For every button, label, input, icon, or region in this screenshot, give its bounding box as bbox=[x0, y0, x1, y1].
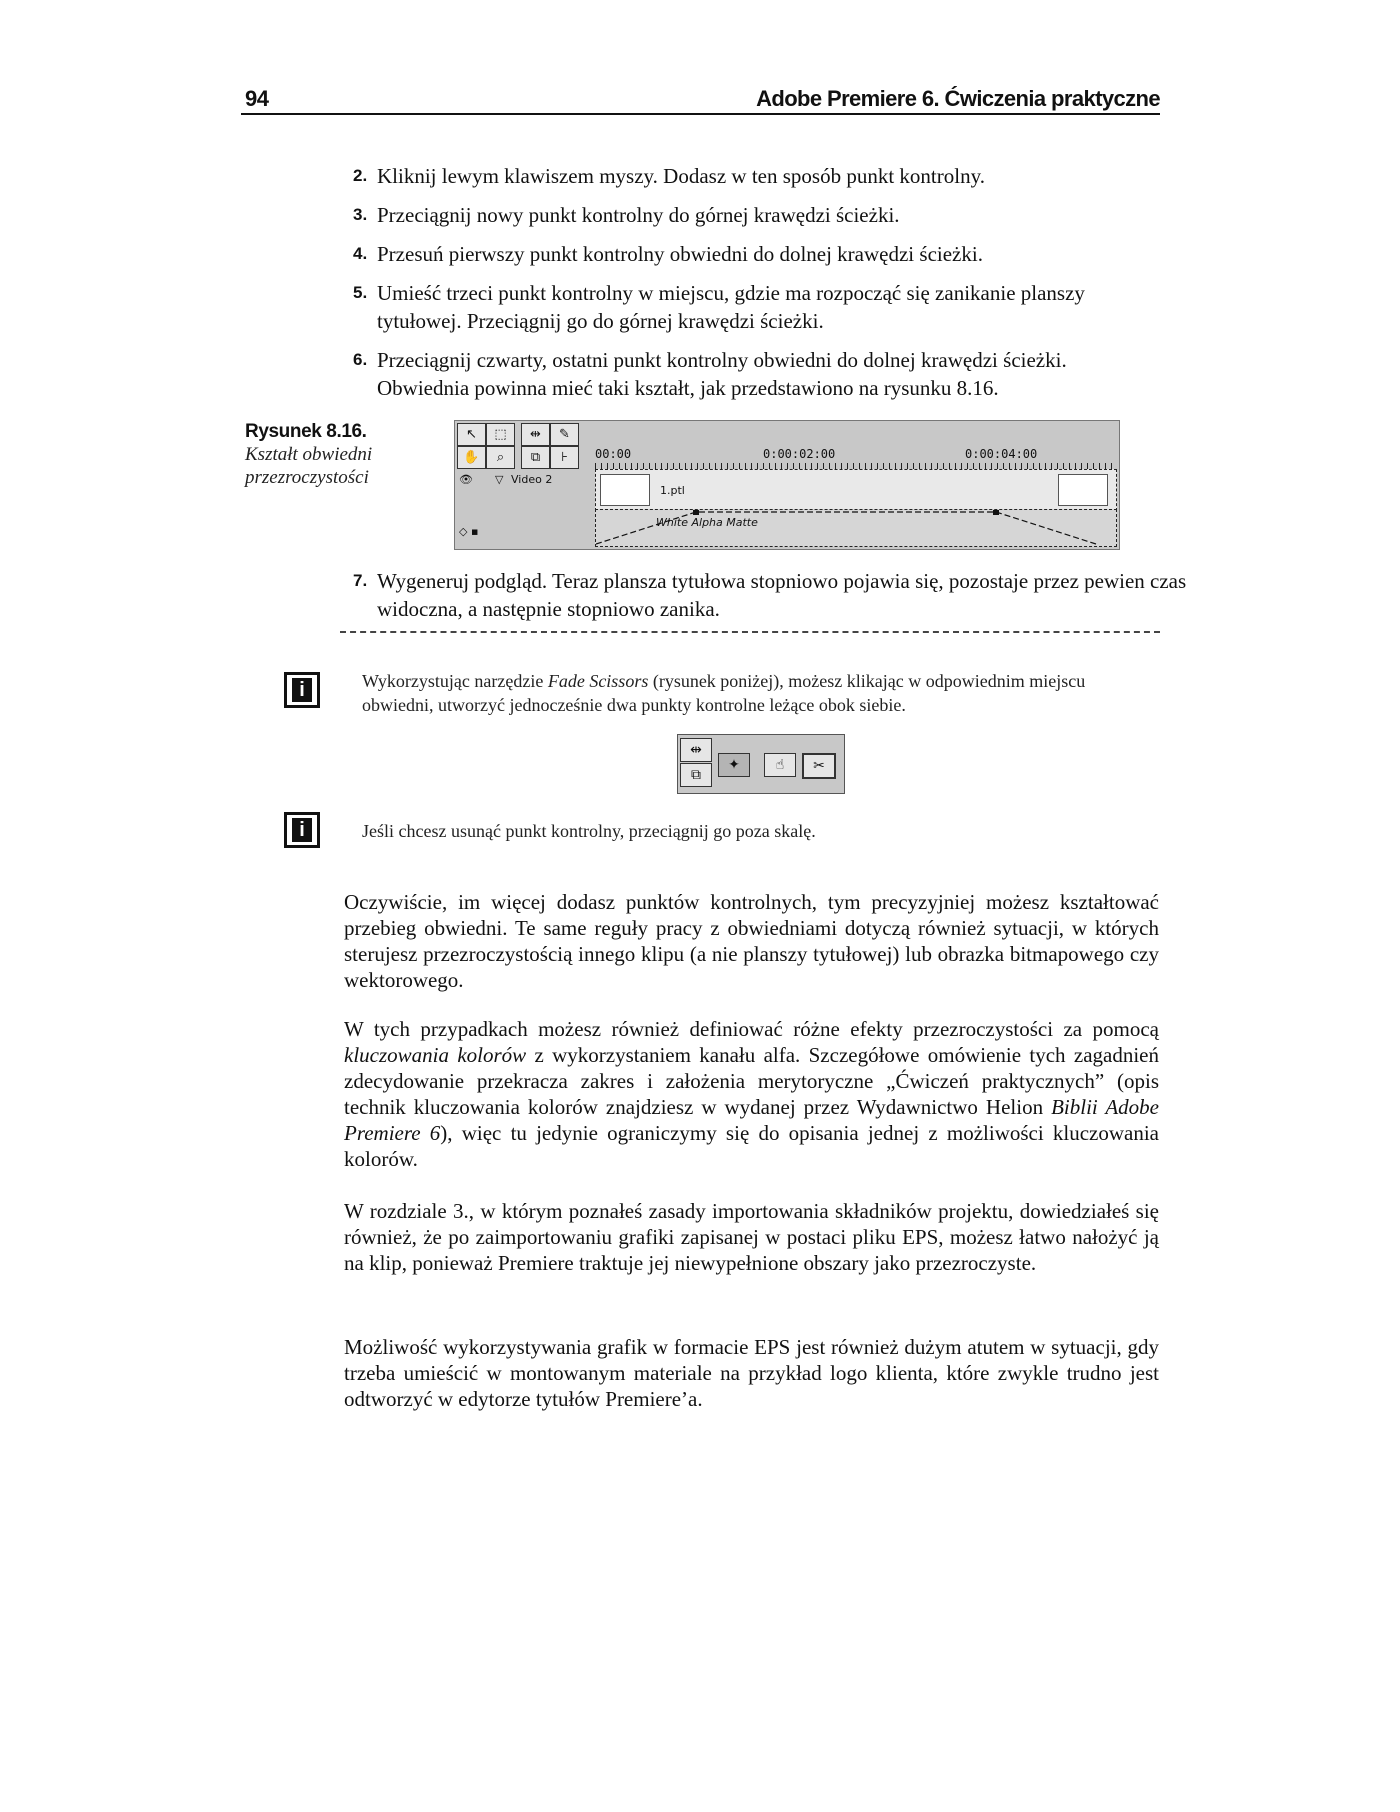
step-number: 6. bbox=[353, 350, 368, 369]
paragraph-text: ), więc tu jedynie ograniczymy się do opisania jednej z możliwości kluczowania kolorów. bbox=[344, 1121, 1160, 1171]
rolling-edit-icon[interactable]: ⇹ bbox=[680, 738, 712, 762]
track-name: Video 2 bbox=[511, 473, 553, 486]
step-text: Przesuń pierwszy punkt kontrolny obwiedni do dolnej krawędzi ścieżki. bbox=[377, 242, 983, 266]
zoom-tool-icon[interactable]: ⌕ bbox=[486, 446, 515, 469]
tool-name: Fade Scissors bbox=[547, 671, 649, 691]
paragraph-text: W tych przypadkach możesz również definiować różne efekty przezroczystości za pomocą bbox=[344, 1017, 1159, 1041]
step-text: Umieść trzeci punkt kontrolny w miejscu, gdzie ma rozpocząć się zanikanie planszy tytułowej. Przeciągnij go do górnej krawędzi ścieżki. bbox=[377, 281, 1085, 333]
page-number: 94 bbox=[245, 86, 269, 111]
pen-tool-icon[interactable]: ✦ bbox=[718, 753, 750, 777]
hand-tool-icon[interactable]: ✋ bbox=[457, 446, 486, 469]
timeline-screenshot bbox=[454, 420, 1120, 550]
note-text: Jeśli chcesz usunąć punkt kontrolny, przeciągnij go poza skalę. bbox=[362, 821, 816, 841]
paragraph bbox=[344, 1016, 1159, 1172]
eye-icon[interactable]: 👁 bbox=[459, 473, 473, 486]
header-rule bbox=[241, 113, 1160, 115]
step-5 bbox=[353, 279, 1163, 335]
note-text bbox=[362, 669, 1152, 717]
clip-thumbnail bbox=[1058, 474, 1108, 506]
step-number: 4. bbox=[353, 244, 368, 263]
fade-adjust-icon[interactable]: ☝ bbox=[764, 753, 796, 777]
razor-tool-icon[interactable]: ✎ bbox=[550, 423, 579, 446]
running-title: Adobe Premiere 6. Ćwiczenia praktyczne bbox=[756, 86, 1160, 111]
link-tool-icon[interactable]: ⧉ bbox=[521, 446, 550, 469]
info-icon: i bbox=[284, 672, 320, 708]
step-text: Przeciągnij czwarty, ostatni punkt kontrolny obwiedni do dolnej krawędzi ścieżki. Obwiednia powinna mieć taki kształt, jak przedstawiono na rysunku 8.16. bbox=[377, 348, 1067, 400]
figure-description: Kształt obwiedni przezroczystości bbox=[245, 444, 373, 488]
step-2 bbox=[353, 162, 1163, 190]
step-number: 3. bbox=[353, 205, 368, 224]
title-clip[interactable] bbox=[595, 469, 1117, 511]
step-6 bbox=[353, 346, 1163, 402]
clip-thumbnail bbox=[600, 474, 650, 506]
steps-list bbox=[353, 162, 1163, 413]
time-mark: 0:00:02:00 bbox=[763, 447, 836, 461]
step-number: 2. bbox=[353, 166, 368, 185]
clip-name: 1.ptl bbox=[660, 484, 685, 497]
link-tool-icon[interactable]: ⧉ bbox=[680, 763, 712, 787]
emphasis: kluczowania kolorów bbox=[344, 1043, 527, 1067]
book-title: Biblii Adobe Premiere 6 bbox=[344, 1095, 1160, 1145]
step-7 bbox=[353, 567, 1187, 623]
fade-scissors-screenshot bbox=[677, 734, 845, 794]
paragraph: Możliwość wykorzystywania grafik w formacie EPS jest również dużym atutem w sytuacji, gdy trzeba umieścić w montowanym materiale na przykład logo klienta, które zwykle trudno jest odtworzyć w edytorze tytułów Premiere’a. bbox=[344, 1335, 1159, 1411]
expand-triangle-icon[interactable]: ▽ bbox=[495, 473, 504, 486]
step-text: Przeciągnij nowy punkt kontrolny do górnej krawędzi ścieżki. bbox=[377, 203, 900, 227]
figure-label: Rysunek 8.16. bbox=[245, 421, 367, 442]
step-3 bbox=[353, 201, 1163, 229]
selection-tool-icon[interactable]: ↖ bbox=[457, 423, 486, 446]
range-select-icon[interactable]: ⬚ bbox=[486, 423, 515, 446]
time-mark: 00:00 bbox=[595, 447, 632, 461]
step-number: 7. bbox=[353, 571, 368, 590]
keyframe-toggle-icon[interactable]: ◇ ▪ bbox=[459, 525, 479, 538]
note-text-part: Wykorzystując narzędzie bbox=[362, 671, 548, 691]
note-text-part: (rysunek poniżej), możesz klikając w odpowiednim miejscu obwiedni, utworzyć jednocześnie dwa punkty kontrolne leżące obok siebie. bbox=[362, 671, 1086, 715]
info-icon: i bbox=[284, 812, 320, 848]
step-number: 5. bbox=[353, 283, 368, 302]
fade-scissors-icon[interactable]: ✂ bbox=[802, 753, 836, 779]
paragraph: W rozdziale 3., w którym poznałeś zasady importowania składników projektu, dowiedziałeś się również, że po zaimportowaniu grafiki zapisanej w postaci pliku EPS, możesz łatwo nałożyć ją na klip, ponieważ Premiere traktuje jej niewypełnione obszary jako przezroczyste. bbox=[344, 1199, 1159, 1275]
paragraph-text: z wykorzystaniem kanału alfa. Szczegółowe omówienie tych zagadnień zdecydowanie przekracza zakres i założenia merytoryczne „Ćwiczeń praktycznych” (opis technik kluczowania kolorów znajdziesz w wydanej przez Wydawnictwo Helion bbox=[344, 1043, 1159, 1119]
step-text: Wygeneruj podgląd. Teraz plansza tytułowa stopniowo pojawia się, pozostaje przez pewien czas widoczna, a następnie stopniowo zanika. bbox=[377, 569, 1187, 621]
paragraph: Oczywiście, im więcej dodasz punktów kontrolnych, tym precyzyjniej możesz kształtować przebieg obwiedni. Te same reguły pracy z obwiedniami dotyczą również sytuacji, w których sterujesz przezroczystością innego klipu (a nie planszy tytułowej) lub obrazka bitmapowego czy wektorowego. bbox=[344, 890, 1159, 992]
section-divider bbox=[340, 631, 1160, 633]
matte-label: White Alpha Matte bbox=[656, 516, 758, 529]
in-out-tool-icon[interactable]: ⊦ bbox=[550, 446, 579, 469]
opacity-rubberband[interactable] bbox=[595, 509, 1117, 547]
time-mark: 0:00:04:00 bbox=[965, 447, 1038, 461]
rolling-edit-icon[interactable]: ⇹ bbox=[521, 423, 550, 446]
figure-caption bbox=[245, 421, 405, 489]
step-text: Kliknij lewym klawiszem myszy. Dodasz w ten sposób punkt kontrolny. bbox=[377, 164, 985, 188]
step-4 bbox=[353, 240, 1163, 268]
